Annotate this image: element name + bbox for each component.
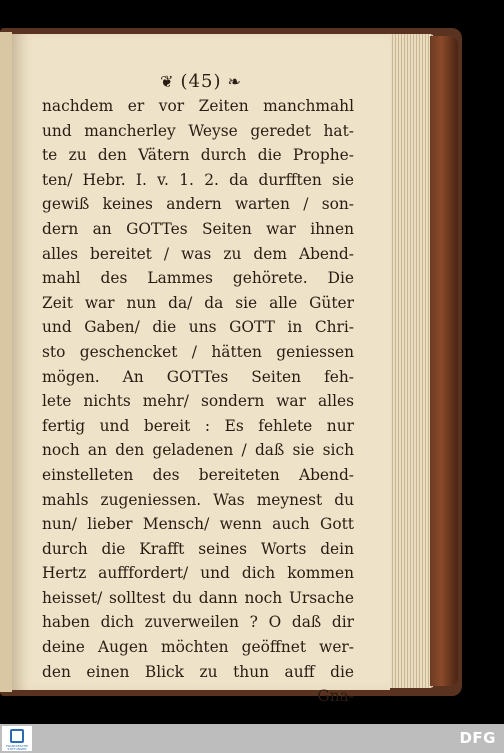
text-line: sto geschencket / hätten geniessen [42,342,354,361]
text-line: und mancherley Weyse geredet hat- [42,121,354,140]
body-text [42,94,354,709]
viewer-footer-bar [0,724,504,753]
text-line: Zeit war nun da/ da sie alle Güter [42,293,354,312]
text-line: gewiß keines andern warten / son- [42,195,354,214]
text-line: noch an den geladenen / daß sie sich [42,441,354,460]
text-line: nun/ lieber Mensch/ wenn auch Gott [42,515,354,534]
page-number: (45) [180,71,222,92]
text-line: mahls zugeniessen. Was meynest du [42,490,354,509]
text-line: dern an GOTTes Seiten war ihnen [42,219,354,238]
foundation-logo-label: FRANCKESCHE STIFTUNGEN [5,744,29,751]
text-line: mögen. An GOTTes Seiten feh- [42,367,354,386]
text-line: durch die Krafft seines Worts dein [42,539,354,558]
text-line: lete nichts mehr/ sondern war alles [42,392,354,411]
text-line: einstelleten des bereiteten Abend- [42,465,354,484]
dfg-logo: DFG [459,729,496,747]
text-line: und Gaben/ die uns GOTT in Chri- [42,318,354,337]
text-line: Hertz aufffordert/ und dich kommen [42,564,354,583]
text-line: mahl des Lammes gehörete. Die [42,269,354,288]
text-line: haben dich zuverweilen ? O daß dir [42,613,354,632]
text-line: te zu den Vätern durch die Prophe- [42,146,354,165]
left-page-edge [0,32,12,692]
ornament-left-icon: ❦ [160,72,175,91]
page-edges [384,34,434,688]
text-line: nachdem er vor Zeiten manchmahl [42,97,354,115]
page-header [12,71,390,92]
text-line: fertig und bereit : Es fehlete nur [42,416,354,435]
catchword: Gna- [317,687,354,706]
ornament-right-icon: ❧ [227,72,242,91]
text-line: ten/ Hebr. I. v. 1. 2. da durfften sie [42,170,354,189]
text-line: den einen Blick zu thun auff die [42,662,354,681]
text-line: heisset/ solltest du dann noch Ursache [42,588,354,607]
text-line: alles bereitet / was zu dem Abend- [42,244,354,263]
francke-foundation-logo [2,726,32,751]
back-cover-edge [430,36,458,686]
foundation-mark-icon [10,729,24,743]
book-page [12,34,390,706]
text-line: deine Augen möchten geöffnet wer- [42,638,354,657]
